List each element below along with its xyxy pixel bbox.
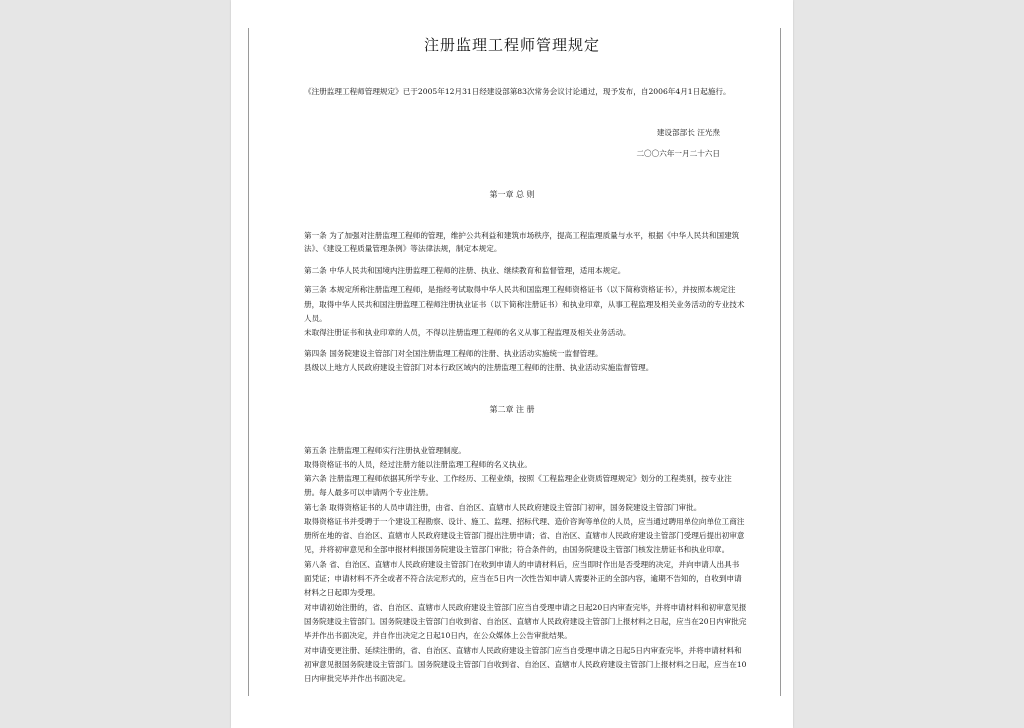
paragraph-line: 材料之日起即为受理。 xyxy=(304,588,380,597)
paragraph-line: 册所在地的省、自治区、直辖市人民政府建设主管部门提出注册申请；省、自治区、直辖市人民政府建设主管部门受理后提出初审意 xyxy=(304,531,745,540)
paragraph-line: 日内审批完毕并作出书面决定。 xyxy=(304,674,411,683)
document-title: 注册监理工程师管理规定 xyxy=(423,36,600,54)
paragraph-line: 对申请变更注册、延续注册的，省、自治区、直辖市人民政府建设主管部门应当自受理申请之日起5日内审查完毕，并将申请材料和 xyxy=(304,646,742,655)
signature: 建设部部长 汪光焘 xyxy=(656,128,720,137)
paragraph-line: 对申请初始注册的，省、自治区、直辖市人民政府建设主管部门应当自受理申请之日起20日内审查完毕，并将申请材料和初审意见报 xyxy=(304,603,747,612)
paragraph-line: 毕并作出书面决定，并自作出决定之日起10日内，在公众媒体上公告审批结果。 xyxy=(304,631,572,640)
left-margin-line xyxy=(248,28,249,696)
paragraph-line: 取得资格证书并受聘于一个建设工程勘察、设计、施工、监理、招标代理、造价咨询等单位的人员，应当通过聘用单位向单位工商注 xyxy=(304,517,745,526)
chapter-2-heading: 第二章 注 册 xyxy=(489,405,535,414)
paragraph-line: 第七条 取得资格证书的人员申请注册，由省、自治区、直辖市人民政府建设主管部门初审，国务院建设主管部门审批。 xyxy=(304,503,702,512)
paragraph-line: 第一条 为了加强对注册监理工程师的管理，维护公共利益和建筑市场秩序，提高工程监理质量与水平，根据《中华人民共和国建筑 xyxy=(304,231,740,240)
paragraph-line: 册。每人最多可以申请两个专业注册。 xyxy=(304,488,434,497)
paragraph-line: 册，取得中华人民共和国注册监理工程师注册执业证书（以下简称注册证书）和执业印章，从事工程监理及相关业务活动的专业技术 xyxy=(304,300,745,309)
paragraph-line: 未取得注册证书和执业印章的人员，不得以注册监理工程师的名义从事工程监理及相关业务活动。 xyxy=(304,328,631,337)
paragraph-line: 初审意见报国务院建设主管部门。国务院建设主管部门自收到省、自治区、直辖市人民政府建设主管部门上报材料之日起，应当在10 xyxy=(304,660,747,669)
chapter-1-heading: 第一章 总 则 xyxy=(489,190,535,199)
paragraph-line: 第二条 中华人民共和国境内注册监理工程师的注册、执业、继续教育和监督管理，适用本规定。 xyxy=(304,266,626,275)
paragraph-line: 第三条 本规定所称注册监理工程师，是指经考试取得中华人民共和国监理工程师资格证书（以下简称资格证书），并按照本规定注 xyxy=(304,285,736,294)
paragraph-line: 第八条 省、自治区、直辖市人民政府建设主管部门在收到申请人的申请材料后，应当即时作出是否受理的决定，并向申请人出具书 xyxy=(304,560,740,569)
document-page xyxy=(231,0,793,728)
paragraph-line: 第五条 注册监理工程师实行注册执业管理制度。 xyxy=(304,446,466,455)
paragraph-line: 第六条 注册监理工程师依据其所学专业、工作经历、工程业绩，按照《工程监理企业资质管理规定》划分的工程类别，按专业注 xyxy=(304,474,732,483)
paragraph-line: 人员。 xyxy=(304,314,327,323)
right-margin-line xyxy=(780,28,781,696)
paragraph-line: 国务院建设主管部门。国务院建设主管部门自收到省、自治区、直辖市人民政府建设主管部门上报材料之日起，应当在20日内审批完 xyxy=(304,617,747,626)
paragraph-line: 法》、《建设工程质量管理条例》等法律法规，制定本规定。 xyxy=(304,244,502,253)
paragraph-line: 面凭证；申请材料不齐全或者不符合法定形式的，应当在5日内一次性告知申请人需要补正的全部内容，逾期不告知的，自收到申请 xyxy=(304,574,742,583)
paragraph-line: 第四条 国务院建设主管部门对全国注册监理工程师的注册、执业活动实施统一监督管理。 xyxy=(304,349,603,358)
paragraph-line: 县级以上地方人民政府建设主管部门对本行政区域内的注册监理工程师的注册、执业活动实施监督管理。 xyxy=(304,363,654,372)
paragraph-line: 见，并将初审意见和全部申报材料报国务院建设主管部门审批；符合条件的，由国务院建设主管部门核发注册证书和执业印章。 xyxy=(304,545,730,554)
paragraph-line: 取得资格证书的人员，经过注册方能以注册监理工程师的名义执业。 xyxy=(304,460,532,469)
preamble: 《注册监理工程师管理规定》已于2005年12月31日经建设部第83次常务会议讨论通过，现予发布，自2006年4月1日起施行。 xyxy=(304,87,731,96)
issue-date: 二〇〇六年一月二十六日 xyxy=(636,149,720,158)
